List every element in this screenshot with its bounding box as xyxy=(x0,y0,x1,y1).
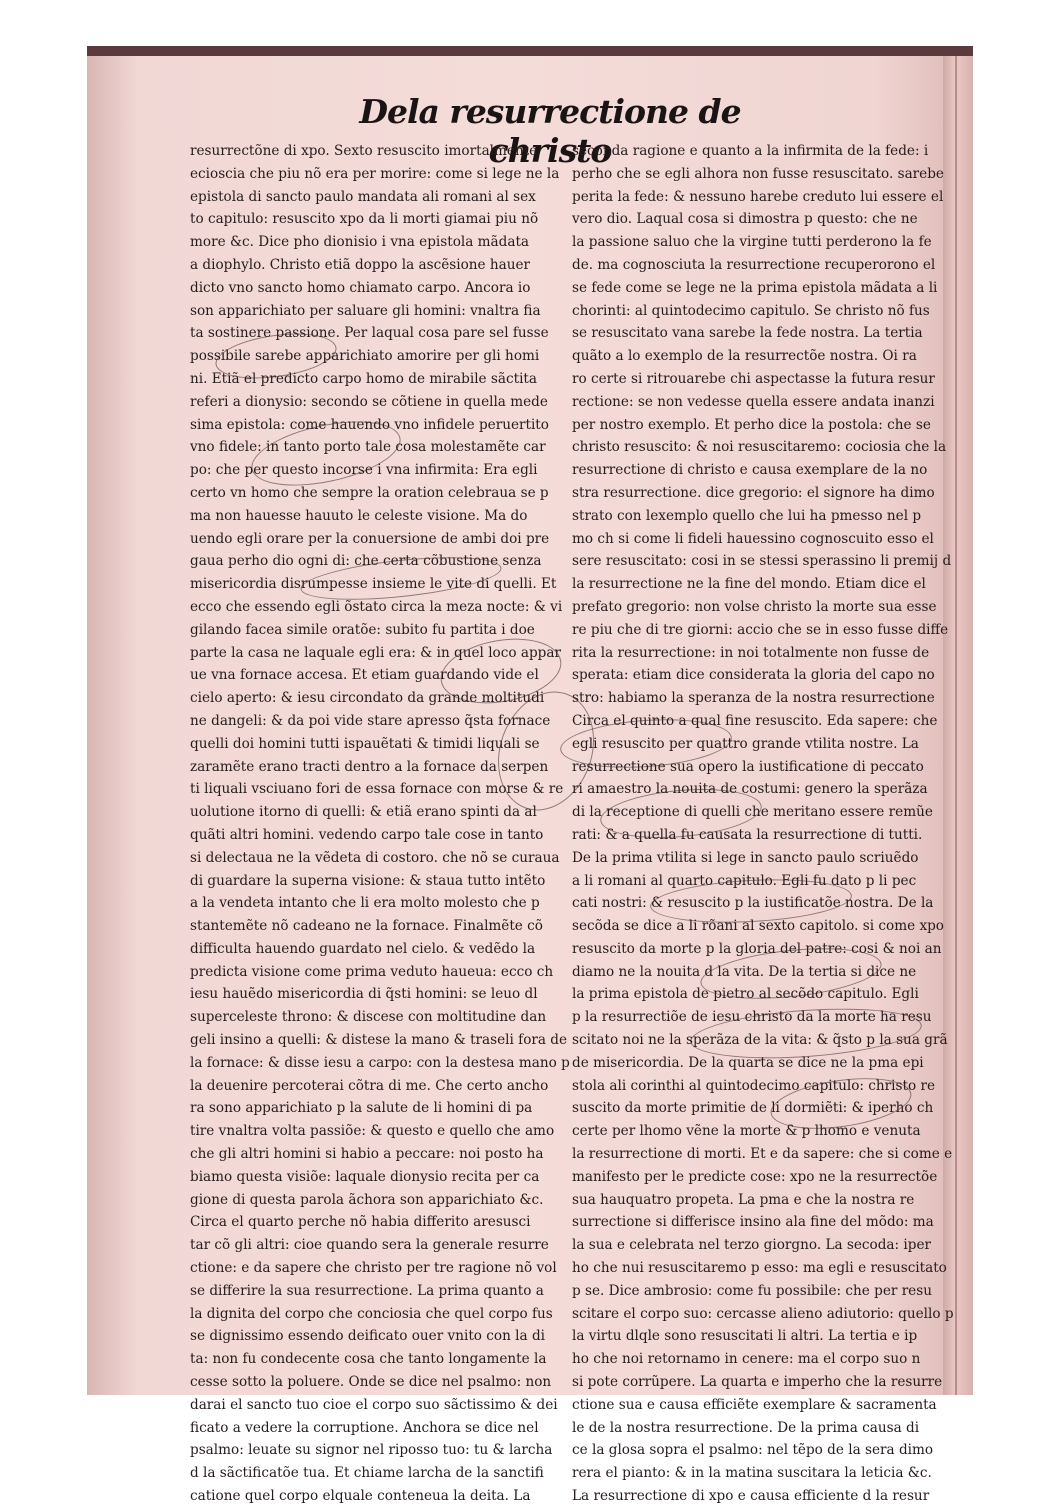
text-line: parte la casa ne laquale egli era: & in quel loco appar xyxy=(190,644,561,661)
text-line: resurrectione di christo e causa exemplare de la no xyxy=(572,462,928,479)
text-line: la resurrectione di morti. Et e da sapere: che si come e xyxy=(572,1146,953,1163)
text-line: superceleste throno: & discese con moltitudine dan xyxy=(190,1009,547,1026)
text-line: quelli doi homini tutti ispauẽtati & timidi liquali se xyxy=(190,735,540,752)
text-line: ho che noi retornamo in cenere: ma el corpo suo n xyxy=(572,1351,921,1368)
text-line: ue vna fornace accesa. Et etiam guardando vide el xyxy=(190,667,539,684)
text-line: egli resuscito per quattro grande vtilita nostre. La xyxy=(572,735,919,752)
text-line: Circa el quinto a qual fine resuscito. Eda sapere: che xyxy=(572,712,938,729)
text-line: stola ali corinthi al quintodecimo capitulo: christo re xyxy=(572,1077,936,1094)
text-line: prefato gregorio: non volse christo la morte sua esse xyxy=(572,598,937,615)
text-line: resuscito da morte p la gloria del patre: cosi & noi an xyxy=(572,940,942,957)
text-line: per nostro exemplo. Et perho dice la postola: che se xyxy=(572,416,931,433)
text-line: rera el pianto: & in la matina suscitara la leticia &c. xyxy=(572,1465,932,1482)
text-line: a li romani al quarto capitulo. Egli fu dato p li pec xyxy=(572,872,917,889)
text-line: a la vendeta intanto che li era molto molesto che p xyxy=(190,895,540,912)
text-line: Circa el quarto perche nõ habia differito aresusci xyxy=(190,1214,531,1231)
text-line: biamo questa visiõe: laquale dionysio recita per ca xyxy=(190,1168,540,1185)
text-line: ma non hauesse hauuto le celeste visione. Ma do xyxy=(190,507,528,524)
text-line: gione di questa parola ãchora son apparichiato &c. xyxy=(190,1191,544,1208)
text-line: d la sãctificatõe tua. Et chiame larcha de la sanctifi xyxy=(190,1465,544,1482)
text-line: cati nostri: & resuscito p la iustificatõe nostra. De la xyxy=(572,895,934,912)
text-line: gilando facea simile oratõe: subito fu partita i doe xyxy=(190,621,535,638)
text-line: sere resuscitato: cosi in se stessi sperassino li premij d xyxy=(572,553,952,570)
text-line: possibile sarebe apparichiato amorire per gli homi xyxy=(190,348,540,365)
text-line: difficulta hauendo guardato nel cielo. & vedẽdo la xyxy=(190,940,536,957)
text-line: darai el sancto tuo cioe el corpo suo sãctissimo & dei xyxy=(190,1396,558,1413)
text-line: ra sono apparichiato p la salute de li homini di pa xyxy=(190,1100,533,1117)
text-line: de. ma cognosciuta la resurrectione recuperorono el xyxy=(572,256,936,273)
text-line: p se. Dice ambrosio: come fu possibile: che per resu xyxy=(572,1282,932,1299)
text-line: misericordia disrumpesse insieme le vite di quelli. Et xyxy=(190,576,557,593)
text-line: si delectaua ne la vẽdeta di costoro. che nõ se curaua xyxy=(190,849,560,866)
text-line: De la prima vtilita si lege in sancto paulo scriuẽdo xyxy=(572,849,919,866)
text-line: surrectione si differisce insino ala fine del mõdo: ma xyxy=(572,1214,934,1231)
text-line: ctione: e da sapere che christo per tre ragione nõ vol xyxy=(190,1260,557,1277)
text-line: to capitulo: resuscito xpo da li morti giamai piu nõ xyxy=(190,211,539,228)
text-line: po: che per questo incorse i vna infirmita: Era egli xyxy=(190,462,538,479)
text-line: la dignita del corpo che conciosia che quel corpo fus xyxy=(190,1305,553,1322)
text-line: de misericordia. De la quarta se dice ne la pma epi xyxy=(572,1054,924,1071)
text-line: resurrectõne di xpo. Sexto resuscito imortalmente xyxy=(190,143,538,159)
text-line: vno fidele: in tanto porto tale cosa molestamẽte car xyxy=(190,439,546,456)
text-line: sperata: etiam dice considerata la gloria del capo no xyxy=(572,667,935,684)
text-line: ti liquali vsciuano fori de essa fornace con morse & re xyxy=(190,781,564,798)
text-line: ta: non fu condecente cosa che tanto longamente la xyxy=(190,1351,547,1368)
text-line: si pote corrũpere. La quarta e imperho che la resurre xyxy=(572,1374,943,1391)
text-line: resurrectione sua opero la iustificatione di peccato xyxy=(572,758,924,775)
text-line: se differire la sua resurrectione. La prima quanto a xyxy=(190,1282,544,1299)
text-line: ri amaestro la nouita de costumi: genero la sperãza xyxy=(572,781,928,798)
text-line: more &c. Dice pho dionisio i vna epistola mãdata xyxy=(190,234,530,251)
text-line: ecioscia che piu nõ era per morire: come si lege ne la xyxy=(190,165,560,182)
text-line: stra resurrectione. dice gregorio: el signore ha dimo xyxy=(572,484,935,501)
text-line: son apparichiato per saluare gli homini: vnaltra fia xyxy=(190,302,541,319)
text-line: ce la glosa sopra el psalmo: nel tẽpo de la sera dimo xyxy=(572,1442,934,1459)
text-line: ctione sua e causa efficiẽte exemplare & sacramenta xyxy=(572,1396,937,1413)
text-line: p la resurrectiõe de iesu christo da la morte ha resu xyxy=(572,1009,932,1026)
text-line: secõda se dice a li rõani al sexto capitolo. si come xpo xyxy=(572,918,944,935)
text-line: la resurrectione ne la fine del mondo. Etiam dice el xyxy=(572,576,926,593)
text-line: certe per lhomo vẽne la morte & p lhomo e venuta xyxy=(572,1123,921,1140)
text-line: geli insino a quelli: & distese la mano & traseli fora de xyxy=(190,1032,568,1049)
text-line: ro certe si ritrouarebe chi aspectasse la futura resur xyxy=(572,370,935,387)
text-line: perho che se egli alhora non fusse resuscitato. sarebe xyxy=(572,165,944,182)
text-line: ta sostinere passione. Per laqual cosa pare sel fusse xyxy=(190,325,549,342)
text-line: iesu hauẽdo misericordia di q̃sti homini: se leuo dl xyxy=(190,986,538,1003)
text-line: ho che nui resuscitaremo p esso: ma egli e resuscitato xyxy=(572,1260,947,1277)
text-line: tire vnaltra volta passiõe: & questo e quello che amo xyxy=(190,1123,555,1140)
text-line: referi a dionysio: secondo se cõtiene in quella mede xyxy=(190,393,548,410)
text-line: predicta visione come prima veduto haueua: ecco ch xyxy=(190,963,554,980)
text-line: cielo aperto: & iesu circondato da grande moltitudi xyxy=(190,690,545,707)
text-line: zaramẽte erano tracti dentro a la fornace da serpen xyxy=(190,758,549,775)
text-line: la fornace: & disse iesu a carpo: con la destesa mano p xyxy=(190,1054,570,1071)
text-line: re piu che di tre giorni: accio che se in esso fusse diffe xyxy=(572,621,949,638)
text-line: ecco che essendo egli õstato circa la meza nocte: & vi xyxy=(190,598,563,615)
text-line: stantemẽte nõ cadeano ne la fornace. Finalmẽte cõ xyxy=(190,918,543,935)
text-line: cesse sotto la poluere. Onde se dice nel psalmo: non xyxy=(190,1374,552,1391)
text-line: sua hauquatro propeta. La pma e che la nostra re xyxy=(572,1191,915,1208)
text-line: a diophylo. Christo etiã doppo la ascẽsione hauer xyxy=(190,256,531,273)
text-line: uolutione itorno di quelli: & etiã erano spinti da al xyxy=(190,804,537,821)
text-line: seconda ragione e quanto a la infirmita de la fede: i xyxy=(572,143,929,159)
text-line: ficato a vedere la corruptione. Anchora se dice nel xyxy=(190,1419,539,1436)
text-line: christo resuscito: & noi resuscitaremo: cociosia che la xyxy=(572,439,947,456)
text-line: scitato noi ne la sperãza de la vita: & q̃sto p la sua grã xyxy=(572,1032,948,1049)
text-line: le de la nostra resurrectione. De la prima causa di xyxy=(572,1419,920,1436)
text-line: rita la resurrectione: in noi totalmente non fusse de xyxy=(572,644,930,661)
text-line: la prima epistola de pietro al secõdo capitulo. Egli xyxy=(572,986,919,1003)
text-line: strato con lexemplo quello che lui ha pmesso nel p xyxy=(572,507,922,524)
text-line: quãti altri homini. vedendo carpo tale cose in tanto xyxy=(190,826,544,843)
text-line: sima epistola: come hauendo vno infidele peruertito xyxy=(190,416,549,433)
text-line: uendo egli orare per la conuersione de ambi doi pre xyxy=(190,530,550,547)
text-line: la passione saluo che la virgine tutti perderono la fe xyxy=(572,234,932,251)
text-line: La resurrectione di xpo e causa efficiente d la resur xyxy=(572,1488,930,1505)
text-line: epistola di sancto paulo mandata ali romani al sex xyxy=(190,188,536,205)
text-line: stro: habiamo la speranza de la nostra resurrectione xyxy=(572,690,935,707)
right-text-column xyxy=(572,140,954,1505)
text-line: la virtu dlqle sono resuscitati li altri. La tertia e ip xyxy=(572,1328,918,1345)
text-line: quãto a lo exemplo de la resurrectõe nostra. Oi ra xyxy=(572,348,917,365)
text-line: scitare el corpo suo: cercasse alieno adiutorio: quello p xyxy=(572,1305,954,1322)
text-line: ne dangeli: & da poi vide stare apresso q̃sta fornace xyxy=(190,712,551,729)
left-text-column xyxy=(190,140,570,1505)
text-line: diamo ne la nouita d la vita. De la tertia si dice ne xyxy=(572,963,917,980)
text-line: perita la fede: & nessuno harebe creduto lui essere el xyxy=(572,188,944,205)
text-line: ni. Etiã el predicto carpo homo de mirabile sãctita xyxy=(190,370,537,387)
text-line: psalmo: leuate su signor nel riposso tuo: tu & larcha xyxy=(190,1442,553,1459)
text-line: rectione: se non vedesse quella essere andata inanzi xyxy=(572,393,935,410)
text-line: che gli altri homini si habio a peccare: noi posto ha xyxy=(190,1146,544,1163)
text-line: se dignissimo essendo deificato ouer vnito con la di xyxy=(190,1328,545,1345)
text-line: se resuscitato vana sarebe la fede nostra. La tertia xyxy=(572,325,923,342)
text-line: di guardare la superna visione: & staua tutto intẽto xyxy=(190,872,546,889)
text-line: mo ch si come li fideli hauessino cognoscuito esso el xyxy=(572,530,934,547)
text-line: la sua e celebrata nel terzo giorgno. La secoda: iper xyxy=(572,1237,932,1254)
text-line: rati: & a quella fu causata la resurrectione di tutti. xyxy=(572,826,923,843)
text-line: manifesto per le predicte cose: xpo ne la resurrectõe xyxy=(572,1168,938,1185)
text-line: suscito da morte primitie de li dormiẽti: & iperho ch xyxy=(572,1100,934,1117)
text-line: vero dio. Laqual cosa si dimostra p questo: che ne xyxy=(572,211,918,228)
text-line: tar cõ gli altri: cioe quando sera la generale resurre xyxy=(190,1237,549,1254)
text-line: di la receptione di quelli che meritano essere remũe xyxy=(572,804,933,821)
text-line: se fede come se lege ne la prima epistola mãdata a li xyxy=(572,279,938,296)
text-line: la deuenire percoterai cõtra di me. Che certo ancho xyxy=(190,1077,549,1094)
text-line: catione quel corpo elquale conteneua la deita. La xyxy=(190,1488,531,1505)
text-line: dicto vno sancto homo chiamato carpo. Ancora io xyxy=(190,279,531,296)
text-line: certo vn homo che sempre la oration celebraua se p xyxy=(190,484,549,501)
page-heading: Dela resurrectione de christo xyxy=(359,92,741,170)
text-line: gaua perho dio ogni di: che certa cõbustione senza xyxy=(190,553,542,570)
text-line: chorinti: al quintodecimo capitulo. Se christo nõ fus xyxy=(572,302,930,319)
